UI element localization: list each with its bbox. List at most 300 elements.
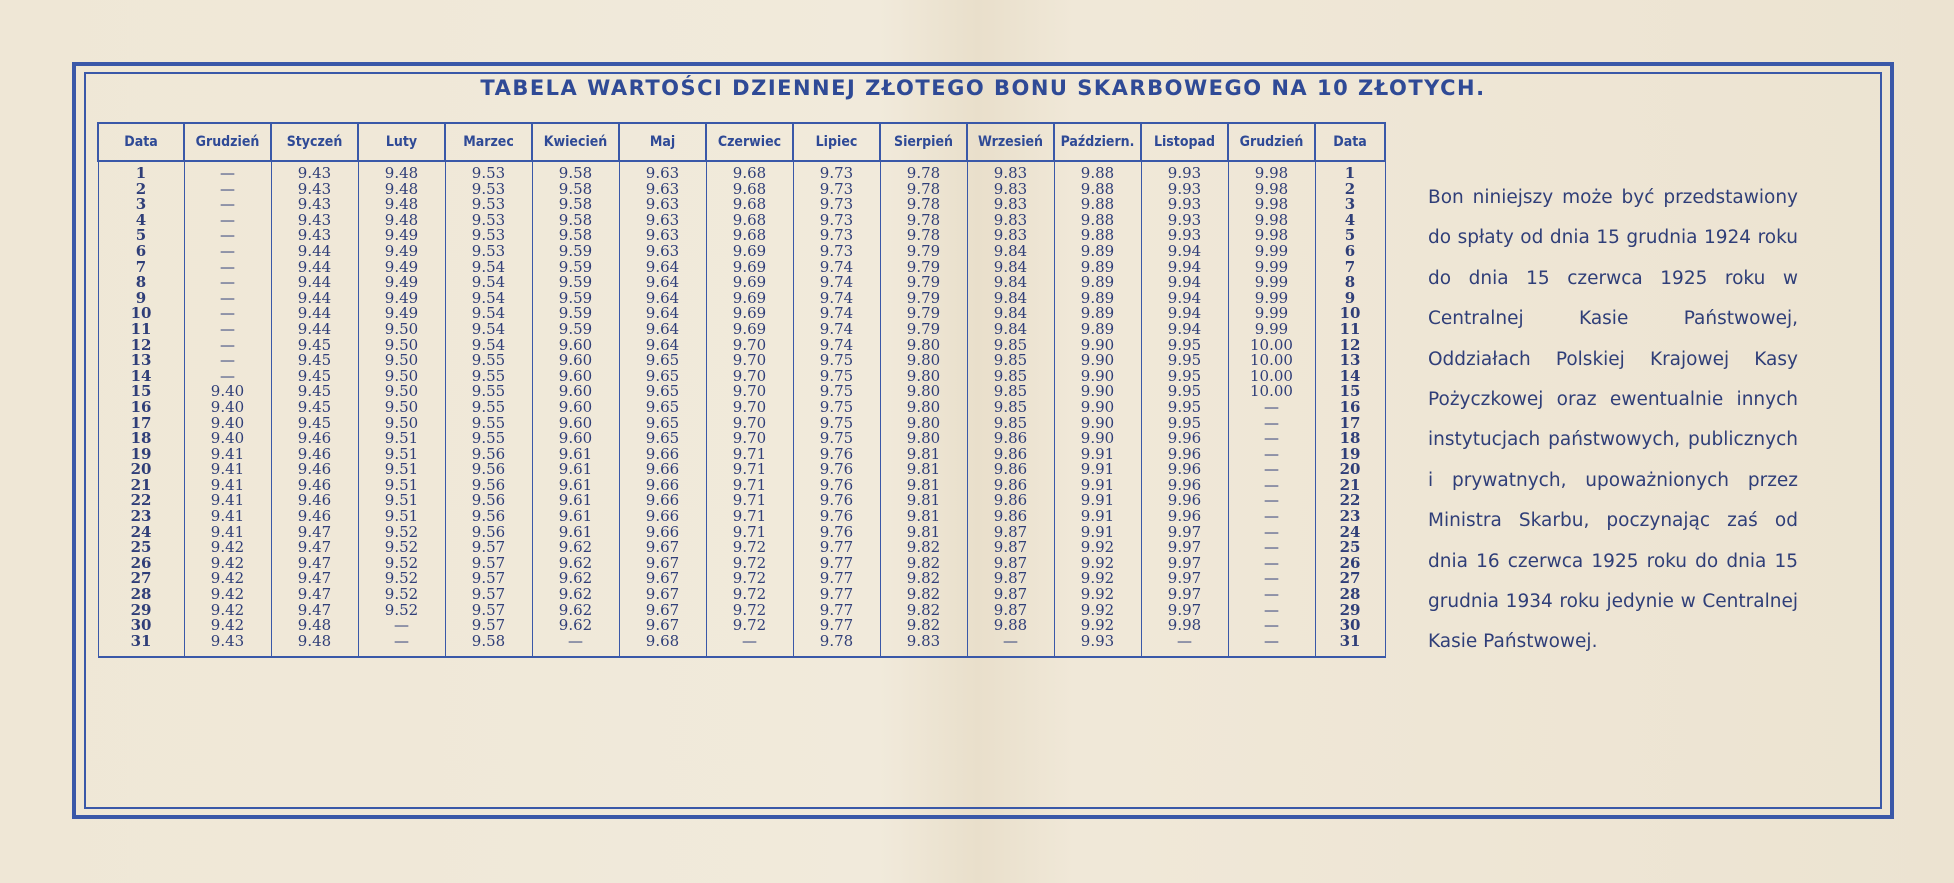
date-cell: 22: [98, 493, 184, 509]
value-cell: 9.66: [619, 509, 706, 525]
value-cell: 9.43: [271, 182, 358, 198]
value-cell: 9.65: [619, 431, 706, 447]
value-cell: 9.66: [619, 462, 706, 478]
value-cell: 9.81: [880, 525, 967, 541]
value-cell: 9.85: [967, 369, 1054, 385]
value-cell: 9.50: [358, 353, 445, 369]
table-body: [98, 161, 1385, 657]
value-cell: 9.71: [706, 478, 793, 494]
value-cell: 9.93: [1141, 197, 1228, 213]
value-cell: 9.52: [358, 540, 445, 556]
value-cell: 9.93: [1054, 634, 1141, 657]
value-cell: 9.58: [532, 213, 619, 229]
value-cell: 9.90: [1054, 353, 1141, 369]
value-cell: —: [184, 275, 271, 291]
value-cell: 9.56: [445, 478, 532, 494]
value-cell: 9.76: [793, 509, 880, 525]
value-cell: 9.92: [1054, 556, 1141, 572]
date-cell: 26: [1315, 556, 1385, 572]
value-cell: —: [1141, 634, 1228, 657]
value-cell: 9.85: [967, 400, 1054, 416]
value-cell: 9.53: [445, 182, 532, 198]
value-cell: 9.98: [1228, 197, 1315, 213]
value-cell: 9.64: [619, 322, 706, 338]
value-cell: —: [1228, 400, 1315, 416]
date-cell: 11: [98, 322, 184, 338]
table-row: [98, 634, 1385, 657]
value-cell: 9.46: [271, 509, 358, 525]
column-header: Luty: [358, 123, 445, 161]
value-cell: 9.97: [1141, 540, 1228, 556]
date-cell: 9: [98, 291, 184, 307]
value-cell: 9.43: [271, 213, 358, 229]
date-cell: 3: [1315, 197, 1385, 213]
value-cell: 9.82: [880, 571, 967, 587]
value-cell: 9.88: [1054, 182, 1141, 198]
value-cell: 9.63: [619, 213, 706, 229]
value-cell: —: [967, 634, 1054, 657]
value-cell: 9.62: [532, 618, 619, 634]
date-cell: 17: [1315, 416, 1385, 432]
value-cell: —: [358, 634, 445, 657]
value-cell: 9.96: [1141, 431, 1228, 447]
value-cell: 9.75: [793, 369, 880, 385]
date-cell: 3: [98, 197, 184, 213]
value-cell: 9.78: [880, 228, 967, 244]
date-cell: 14: [1315, 369, 1385, 385]
value-cell: 9.45: [271, 416, 358, 432]
value-cell: 9.57: [445, 556, 532, 572]
value-cell: 9.93: [1141, 213, 1228, 229]
value-cell: 9.42: [184, 571, 271, 587]
value-cell: 9.67: [619, 540, 706, 556]
date-cell: 6: [98, 244, 184, 260]
value-cell: 9.59: [532, 260, 619, 276]
value-cell: 9.99: [1228, 306, 1315, 322]
value-cell: 9.98: [1228, 213, 1315, 229]
value-cell: 9.79: [880, 322, 967, 338]
value-cell: 9.86: [967, 493, 1054, 509]
value-cell: 9.89: [1054, 322, 1141, 338]
date-cell: 2: [98, 182, 184, 198]
date-cell: 6: [1315, 244, 1385, 260]
value-cell: 9.59: [532, 306, 619, 322]
value-cell: 9.88: [1054, 197, 1141, 213]
value-cell: 9.95: [1141, 338, 1228, 354]
value-cell: 9.62: [532, 556, 619, 572]
value-cell: 9.89: [1054, 244, 1141, 260]
date-cell: 24: [98, 525, 184, 541]
value-cell: 9.50: [358, 400, 445, 416]
value-cell: 9.53: [445, 161, 532, 182]
date-cell: 15: [98, 384, 184, 400]
value-cell: 9.69: [706, 322, 793, 338]
value-cell: 9.99: [1228, 260, 1315, 276]
value-cell: 9.83: [967, 228, 1054, 244]
date-cell: 23: [98, 509, 184, 525]
value-cell: 9.95: [1141, 416, 1228, 432]
value-cell: 9.46: [271, 462, 358, 478]
value-cell: 9.92: [1054, 603, 1141, 619]
value-cell: —: [1228, 431, 1315, 447]
value-cell: 9.50: [358, 369, 445, 385]
value-cell: 9.45: [271, 338, 358, 354]
value-cell: 9.92: [1054, 618, 1141, 634]
value-cell: 9.95: [1141, 384, 1228, 400]
date-cell: 16: [98, 400, 184, 416]
value-cell: 9.80: [880, 338, 967, 354]
value-cell: 9.64: [619, 291, 706, 307]
date-cell: 20: [1315, 462, 1385, 478]
value-cell: 9.96: [1141, 509, 1228, 525]
value-cell: 9.81: [880, 509, 967, 525]
value-cell: 9.82: [880, 603, 967, 619]
value-cell: —: [184, 338, 271, 354]
value-cell: 9.70: [706, 353, 793, 369]
table-header-row: [98, 123, 1385, 161]
value-cell: 9.51: [358, 493, 445, 509]
value-cell: 9.83: [880, 634, 967, 657]
value-cell: 9.93: [1141, 161, 1228, 182]
value-cell: 9.65: [619, 369, 706, 385]
date-cell: 19: [98, 447, 184, 463]
value-cell: 9.57: [445, 618, 532, 634]
value-cell: 9.82: [880, 540, 967, 556]
value-cell: 9.89: [1054, 291, 1141, 307]
value-cell: —: [358, 618, 445, 634]
value-cell: 9.71: [706, 509, 793, 525]
value-cell: 9.47: [271, 603, 358, 619]
value-cell: 9.40: [184, 431, 271, 447]
value-cell: 9.88: [1054, 161, 1141, 182]
value-cell: 9.76: [793, 462, 880, 478]
value-cell: 9.78: [880, 182, 967, 198]
value-cell: 9.97: [1141, 603, 1228, 619]
value-cell: 9.85: [967, 384, 1054, 400]
date-cell: 13: [1315, 353, 1385, 369]
value-cell: 9.80: [880, 400, 967, 416]
value-cell: 9.84: [967, 244, 1054, 260]
value-cell: 9.52: [358, 571, 445, 587]
value-cell: 9.59: [532, 291, 619, 307]
value-cell: 9.91: [1054, 447, 1141, 463]
value-cell: 9.63: [619, 228, 706, 244]
date-cell: 11: [1315, 322, 1385, 338]
value-cell: 9.49: [358, 275, 445, 291]
value-cell: 9.55: [445, 431, 532, 447]
value-cell: —: [706, 634, 793, 657]
value-cell: 9.68: [619, 634, 706, 657]
value-cell: 9.51: [358, 462, 445, 478]
date-cell: 10: [98, 306, 184, 322]
value-cell: 9.48: [358, 197, 445, 213]
value-cell: —: [184, 291, 271, 307]
value-cell: 9.59: [532, 322, 619, 338]
value-cell: 9.82: [880, 618, 967, 634]
value-cell: 9.53: [445, 244, 532, 260]
value-cell: 9.98: [1228, 182, 1315, 198]
date-cell: 7: [1315, 260, 1385, 276]
value-cell: 9.52: [358, 525, 445, 541]
value-cell: 9.99: [1228, 291, 1315, 307]
value-cell: 9.62: [532, 603, 619, 619]
value-cell: —: [184, 369, 271, 385]
value-cell: 9.69: [706, 275, 793, 291]
value-cell: 9.40: [184, 416, 271, 432]
value-cell: 9.66: [619, 478, 706, 494]
value-cell: —: [184, 213, 271, 229]
value-cell: 9.46: [271, 493, 358, 509]
value-cell: 9.66: [619, 525, 706, 541]
value-cell: 9.79: [880, 275, 967, 291]
value-cell: 9.45: [271, 400, 358, 416]
value-cell: 9.56: [445, 462, 532, 478]
value-cell: 9.75: [793, 416, 880, 432]
value-cell: 9.49: [358, 228, 445, 244]
value-cell: 9.87: [967, 587, 1054, 603]
value-cell: 9.87: [967, 540, 1054, 556]
value-cell: 9.85: [967, 353, 1054, 369]
value-cell: 9.42: [184, 603, 271, 619]
date-cell: 12: [1315, 338, 1385, 354]
value-cell: 9.87: [967, 525, 1054, 541]
value-cell: 9.61: [532, 509, 619, 525]
value-cell: 9.61: [532, 462, 619, 478]
value-cell: 9.58: [532, 197, 619, 213]
value-cell: 9.68: [706, 197, 793, 213]
value-cell: 9.90: [1054, 431, 1141, 447]
date-cell: 2: [1315, 182, 1385, 198]
date-cell: 17: [98, 416, 184, 432]
value-cell: 9.83: [967, 161, 1054, 182]
value-cell: 9.68: [706, 228, 793, 244]
value-cell: 10.00: [1228, 384, 1315, 400]
value-cell: 9.77: [793, 587, 880, 603]
value-cell: 9.81: [880, 493, 967, 509]
value-cell: 9.91: [1054, 478, 1141, 494]
date-cell: 29: [1315, 603, 1385, 619]
value-cell: —: [184, 161, 271, 182]
column-header: Kwiecień: [532, 123, 619, 161]
value-cell: 9.92: [1054, 540, 1141, 556]
value-cell: 9.44: [271, 244, 358, 260]
value-cell: 9.78: [880, 161, 967, 182]
value-cell: 9.86: [967, 431, 1054, 447]
value-cell: 9.88: [967, 618, 1054, 634]
value-cell: 9.70: [706, 400, 793, 416]
value-cell: 9.97: [1141, 556, 1228, 572]
value-cell: 9.88: [1054, 228, 1141, 244]
value-cell: 9.89: [1054, 306, 1141, 322]
value-cell: 9.47: [271, 540, 358, 556]
date-cell: 4: [1315, 213, 1385, 229]
value-cell: 9.51: [358, 478, 445, 494]
value-cell: 9.79: [880, 291, 967, 307]
value-cell: 9.68: [706, 213, 793, 229]
value-cell: 9.63: [619, 161, 706, 182]
value-cell: 9.92: [1054, 571, 1141, 587]
value-cell: 9.65: [619, 400, 706, 416]
value-cell: 9.80: [880, 353, 967, 369]
value-cell: 9.97: [1141, 525, 1228, 541]
value-cell: 9.47: [271, 571, 358, 587]
value-cell: 9.94: [1141, 244, 1228, 260]
redemption-note: Bon niniejszy może być przedstawiony do spłaty od dnia 15 grudnia 1924 roku do dnia 15 czerwca 1925 roku w Centralnej Kasie Państwowej, Oddziałach Polskiej Krajowej Kasy Pożyczkowej oraz ewentualnie innych instytucjach państwowych, publicznych i prywatnych, upoważnionych przez Ministra Skarbu, poczynając zaś od dnia 16 czerwca 1925 roku do dnia 15 grudnia 1934 roku jedynie w Centralnej Kasie Państwowej.: [1428, 187, 1798, 653]
value-cell: —: [184, 228, 271, 244]
value-cell: 9.85: [967, 416, 1054, 432]
value-cell: 9.84: [967, 291, 1054, 307]
date-cell: 7: [98, 260, 184, 276]
value-cell: 9.90: [1054, 384, 1141, 400]
value-cell: 9.70: [706, 416, 793, 432]
date-cell: 22: [1315, 493, 1385, 509]
date-cell: 1: [1315, 161, 1385, 182]
date-cell: 25: [1315, 540, 1385, 556]
value-cell: 9.48: [358, 161, 445, 182]
date-cell: 8: [98, 275, 184, 291]
value-cell: 9.91: [1054, 525, 1141, 541]
value-cell: 9.44: [271, 306, 358, 322]
value-cell: —: [1228, 462, 1315, 478]
value-cell: 9.76: [793, 478, 880, 494]
value-cell: 9.41: [184, 525, 271, 541]
document-title: TABELA WARTOŚCI DZIENNEJ ZŁOTEGO BONU SKARBOWEGO NA 10 ZŁOTYCH.: [480, 76, 1486, 100]
value-cell: 9.73: [793, 161, 880, 182]
value-cell: 9.57: [445, 540, 532, 556]
value-cell: 9.40: [184, 400, 271, 416]
value-cell: 9.95: [1141, 353, 1228, 369]
value-cell: 9.78: [880, 213, 967, 229]
value-cell: 9.45: [271, 384, 358, 400]
value-cell: 9.49: [358, 244, 445, 260]
date-cell: 4: [98, 213, 184, 229]
value-cell: 9.93: [1141, 228, 1228, 244]
value-cell: 9.90: [1054, 369, 1141, 385]
value-cell: 9.67: [619, 571, 706, 587]
value-cell: 9.60: [532, 369, 619, 385]
value-table: [97, 122, 1386, 658]
value-cell: 9.66: [619, 493, 706, 509]
value-cell: 9.67: [619, 587, 706, 603]
value-cell: 9.64: [619, 338, 706, 354]
value-cell: 9.53: [445, 228, 532, 244]
column-header: Czerwiec: [706, 123, 793, 161]
value-cell: 9.58: [532, 182, 619, 198]
value-cell: —: [184, 322, 271, 338]
value-cell: —: [184, 182, 271, 198]
value-cell: 9.77: [793, 603, 880, 619]
value-cell: 9.94: [1141, 260, 1228, 276]
value-cell: 9.61: [532, 525, 619, 541]
value-cell: 9.60: [532, 416, 619, 432]
date-cell: 31: [98, 634, 184, 657]
value-cell: 9.55: [445, 384, 532, 400]
value-cell: 9.64: [619, 260, 706, 276]
date-cell: 21: [1315, 478, 1385, 494]
column-header: Maj: [619, 123, 706, 161]
value-cell: —: [184, 260, 271, 276]
value-cell: 9.94: [1141, 322, 1228, 338]
value-cell: 9.45: [271, 353, 358, 369]
value-cell: 9.54: [445, 260, 532, 276]
value-cell: 9.79: [880, 244, 967, 260]
value-cell: 9.74: [793, 322, 880, 338]
value-cell: 9.70: [706, 338, 793, 354]
value-cell: 9.74: [793, 291, 880, 307]
value-cell: 9.83: [967, 182, 1054, 198]
value-cell: 9.51: [358, 509, 445, 525]
value-cell: 9.52: [358, 587, 445, 603]
value-cell: —: [532, 634, 619, 657]
value-cell: 9.98: [1228, 161, 1315, 182]
value-cell: 9.97: [1141, 571, 1228, 587]
value-cell: 9.78: [793, 634, 880, 657]
value-cell: 9.80: [880, 416, 967, 432]
value-cell: 9.91: [1054, 462, 1141, 478]
value-cell: 9.68: [706, 182, 793, 198]
value-cell: 9.42: [184, 540, 271, 556]
value-cell: 9.73: [793, 244, 880, 260]
value-cell: —: [1228, 540, 1315, 556]
date-cell: 14: [98, 369, 184, 385]
date-cell: 19: [1315, 447, 1385, 463]
value-cell: 9.86: [967, 447, 1054, 463]
value-cell: 9.73: [793, 213, 880, 229]
value-cell: 9.64: [619, 275, 706, 291]
value-cell: 9.58: [532, 161, 619, 182]
value-cell: 9.48: [271, 634, 358, 657]
value-cell: 9.49: [358, 291, 445, 307]
value-cell: 9.44: [271, 275, 358, 291]
value-cell: 9.41: [184, 447, 271, 463]
value-cell: 9.75: [793, 400, 880, 416]
value-cell: 9.69: [706, 306, 793, 322]
value-cell: 9.74: [793, 260, 880, 276]
value-cell: —: [1228, 556, 1315, 572]
value-cell: 9.58: [445, 634, 532, 657]
value-cell: 9.50: [358, 338, 445, 354]
value-cell: —: [184, 353, 271, 369]
value-cell: 9.72: [706, 587, 793, 603]
value-cell: 9.72: [706, 556, 793, 572]
value-cell: 9.70: [706, 431, 793, 447]
value-cell: 9.63: [619, 244, 706, 260]
value-cell: 9.48: [358, 213, 445, 229]
value-cell: 9.72: [706, 540, 793, 556]
value-cell: 9.41: [184, 478, 271, 494]
value-cell: 9.96: [1141, 478, 1228, 494]
value-cell: 9.42: [184, 618, 271, 634]
value-cell: 9.49: [358, 306, 445, 322]
date-cell: 31: [1315, 634, 1385, 657]
date-cell: 28: [1315, 587, 1385, 603]
column-header: Grudzień: [1228, 123, 1315, 161]
value-cell: 9.55: [445, 400, 532, 416]
value-cell: 9.46: [271, 478, 358, 494]
value-cell: 9.54: [445, 306, 532, 322]
value-cell: 9.67: [619, 618, 706, 634]
value-cell: 9.57: [445, 571, 532, 587]
value-cell: 9.86: [967, 462, 1054, 478]
value-cell: 9.82: [880, 556, 967, 572]
value-cell: 9.65: [619, 384, 706, 400]
value-cell: 9.55: [445, 353, 532, 369]
value-cell: 9.95: [1141, 369, 1228, 385]
value-cell: 9.94: [1141, 291, 1228, 307]
value-cell: 9.91: [1054, 493, 1141, 509]
value-cell: 9.92: [1054, 587, 1141, 603]
value-cell: 9.62: [532, 587, 619, 603]
